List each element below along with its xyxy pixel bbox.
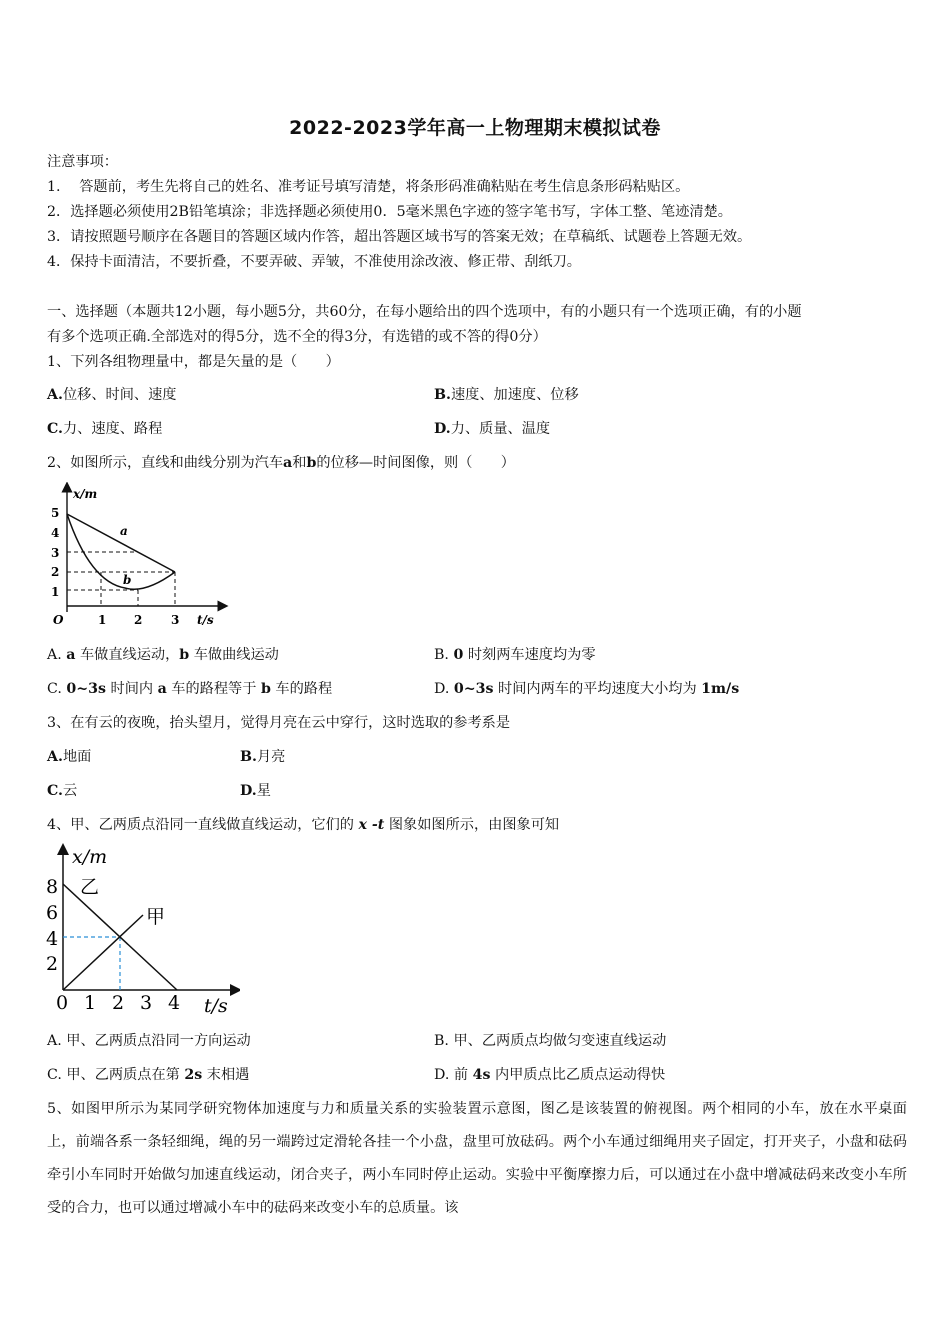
q2-option-a[interactable]: A. a 车做直线运动，b 车做曲线运动 — [47, 647, 279, 663]
line-a — [67, 514, 175, 572]
y-tick-label: 2 — [51, 565, 60, 579]
y-tick-label: 8 — [46, 876, 59, 898]
question-2-stem: 2、如图所示，直线和曲线分别为汽车a和b的位移—时间图像，则（ ） — [47, 455, 515, 471]
curve-b-label: b — [123, 573, 132, 587]
q2-option-d[interactable]: D. 0~3s 时间内两车的平均速度大小均为 1m/s — [434, 681, 740, 697]
question-1-stem: 1、下列各组物理量中，都是矢量的是（ ） — [47, 354, 340, 370]
y-tick-label: 3 — [51, 546, 60, 560]
q2-option-c[interactable]: C. 0~3s 时间内 a 车的路程等于 b 车的路程 — [47, 681, 333, 697]
q1-option-c[interactable]: C.力、速度、路程 — [47, 421, 163, 437]
curve-a-label: a — [120, 524, 128, 538]
y-tick-label: 1 — [51, 585, 60, 599]
x-tick-label: 2 — [134, 613, 143, 627]
x-axis-label: t/s — [204, 995, 228, 1015]
notice-item: 3．请按照题号顺序在各题目的答题区域内作答，超出答题区域书写的答案无效；在草稿纸、试题卷上答题无效。 — [47, 229, 752, 245]
y-tick-label: 4 — [46, 928, 59, 950]
q4-option-c[interactable]: C. 甲、乙两质点在第 2s 末相遇 — [47, 1067, 250, 1083]
y-axis-label: x/m — [73, 487, 98, 501]
x-tick-label: 1 — [84, 992, 97, 1014]
page-title: 2022-2023学年高一上物理期末模拟试卷 — [289, 117, 661, 139]
line-yi-label: 乙 — [80, 876, 100, 898]
q1-option-a[interactable]: A.位移、时间、速度 — [47, 387, 177, 403]
q2-xt-graph — [45, 482, 230, 632]
q4-option-a[interactable]: A. 甲、乙两质点沿同一方向运动 — [47, 1033, 251, 1049]
x-tick-label: 2 — [112, 992, 125, 1014]
x-tick-label: 0 — [56, 992, 69, 1014]
q4-option-d[interactable]: D. 前 4s 内甲质点比乙质点运动得快 — [434, 1067, 666, 1083]
q4-xt-graph — [40, 843, 240, 1015]
q3-option-d[interactable]: D.星 — [240, 783, 271, 799]
origin-label: O — [53, 613, 64, 627]
question-4-stem: 4、甲、乙两质点沿同一直线做直线运动，它们的 x -t 图象如图所示，由图象可知 — [47, 817, 560, 833]
notice-heading: 注意事项： — [47, 154, 118, 170]
line-jia — [63, 915, 143, 990]
notice-item: 4．保持卡面清洁，不要折叠，不要弄破、弄皱，不准使用涂改液、修正带、刮纸刀。 — [47, 254, 581, 270]
question-3-stem: 3、在有云的夜晚，抬头望月，觉得月亮在云中穿行，这时选取的参考系是 — [47, 715, 511, 731]
line-jia-label: 甲 — [146, 906, 166, 928]
q1-option-b[interactable]: B.速度、加速度、位移 — [434, 387, 579, 403]
q1-option-d[interactable]: D.力、质量、温度 — [434, 421, 551, 437]
y-tick-label: 5 — [51, 506, 60, 520]
x-tick-label: 4 — [168, 992, 181, 1014]
q3-option-b[interactable]: B.月亮 — [240, 749, 286, 765]
x-tick-label: 3 — [140, 992, 153, 1014]
y-axis-label: x/m — [72, 846, 108, 868]
q4-option-b[interactable]: B. 甲、乙两质点均做匀变速直线运动 — [434, 1033, 667, 1049]
question-5-text: 5、如图甲所示为某同学研究物体加速度与力和质量关系的实验装置示意图，图乙是该装置的俯视图。两个相同的小车，放在水平桌面上，前端各系一条轻细绳，绳的另一端跨过定滑轮各挂一个小盘，盘里可放砝码。两个小车通过细绳用夹子固定，打开夹子，小盘和砝码牵引小车同时开始做匀加速直线运动，闭合夹子，两小车同时停止运动。实验中平衡摩擦力后，可以通过在小盘中增减砝码来改变小车所受的合力，也可以通过增减小车中的砝码来改变小车的总质量。该 — [47, 1101, 907, 1216]
y-tick-label: 2 — [46, 953, 59, 975]
q3-option-a[interactable]: A.地面 — [47, 749, 92, 765]
y-tick-label: 4 — [51, 526, 60, 540]
notice-item: 2．选择题必须使用2B铅笔填涂；非选择题必须使用0．5毫米黑色字迹的签字笔书写，字体工整、笔迹清楚。 — [47, 204, 732, 220]
section-intro: 有多个选项正确.全部选对的得5分，选不全的得3分，有选错的或不答的得0分） — [47, 329, 547, 345]
x-tick-label: 3 — [171, 613, 180, 627]
x-tick-label: 1 — [98, 613, 107, 627]
notice-item: 1. 答题前，考生先将自己的姓名、准考证号填写清楚，将条形码准确粘贴在考生信息条形码粘贴区。 — [47, 179, 690, 195]
section-intro: 一、选择题（本题共12小题，每小题5分，共60分，在每小题给出的四个选项中，有的小题只有一个选项正确，有的小题 — [47, 304, 802, 320]
q3-option-c[interactable]: C.云 — [47, 783, 78, 799]
q2-option-b[interactable]: B. 0 时刻两车速度均为零 — [434, 647, 596, 663]
y-tick-label: 6 — [46, 902, 59, 924]
x-axis-label: t/s — [197, 613, 214, 627]
